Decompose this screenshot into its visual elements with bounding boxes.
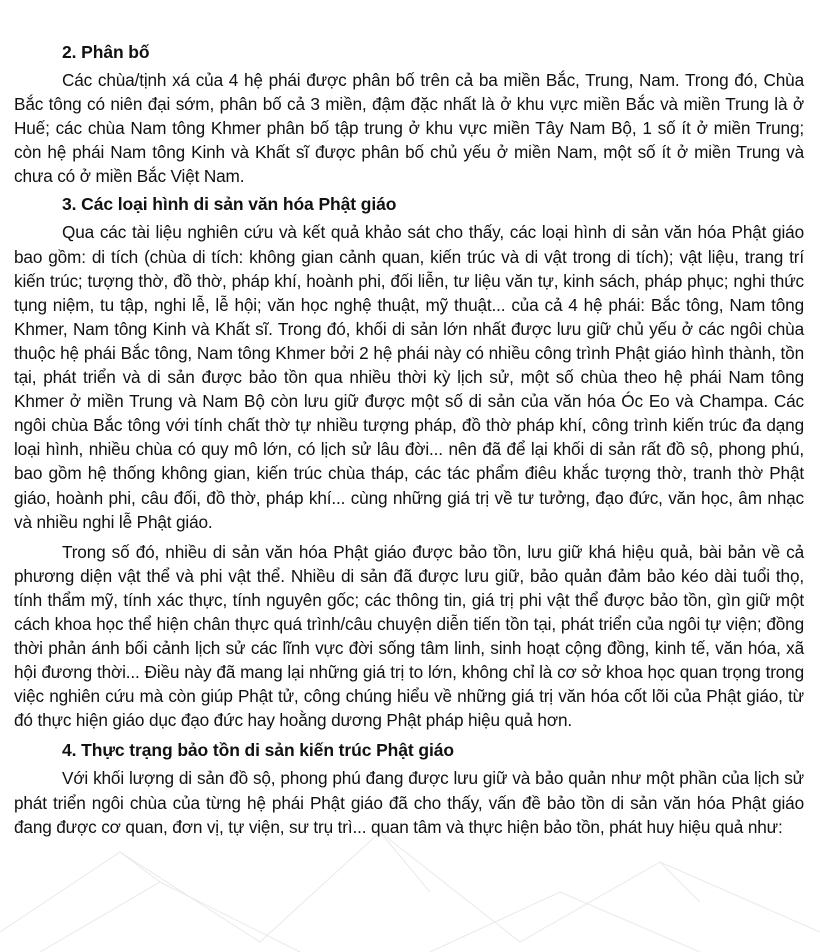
paragraph-architecture-status: Với khối lượng di sản đồ sộ, phong phú đang được lưu giữ và bảo quản như một phần của lịch sử phát triển ngôi chùa của từng hệ phái Phật giáo đã cho thấy, vấn đề bảo tồn di sản văn hóa Phật giáo đang được cơ quan, đơn vị, tự viện, sư trụ trì... quan tâm và thực hiện bảo tồn, phát huy hiệu quả như:: [14, 768, 804, 837]
paragraph-preservation-effects: Trong số đó, nhiều di sản văn hóa Phật giáo được bảo tồn, lưu giữ khá hiệu quả, bài bản về cả phương diện vật thể và phi vật thể. Nhiều di sản đã được lưu giữ, bảo quản đảm bảo kéo dài tuổi thọ, tính thẩm mỹ, tính xác thực, tính nguyên gốc; các thông tin, giá trị phi vật thể được bảo tồn, gìn giữ một cách khoa học thể hiện chân thực quá trình/câu chuyện diễn tiến tồn tại, phát triển của ngôi tự viện; đồng thời phản ánh bối cảnh lịch sử các lĩnh vực đời sống tâm linh, sinh hoạt cộng đồng, kinh tế, văn hóa, xã hội đương thời... Điều này đã mang lại những giá trị to lớn, không chỉ là cơ sở khoa học quan trọng trong việc nghiên cứu mà còn giúp Phật tử, công chúng hiểu về những giá trị văn hóa cốt lõi của Phật giáo, từ đó thực hiện giáo dục đạo đức hay hoằng dương Phật pháp hiệu quả hơn.: [14, 541, 804, 731]
paragraph-heritage-types: Qua các tài liệu nghiên cứu và kết quả khảo sát cho thấy, các loại hình di sản văn hóa Phật giáo bao gồm: di tích (chùa di tích: không gian cảnh quan, kiến trúc và di vật trong di tích); vật liệu, trang trí kiến trúc; tượng thờ, đồ thờ, pháp khí, hoành phi, đối liễn, tư liệu văn tự, kinh sách, pháp phục; nghi thức tụng niệm, tu tập, nghi lễ, lễ hội; văn học nghệ thuật, mỹ thuật... của cả 4 hệ phái: Bắc tông, Nam tông Khmer, Nam tông Kinh và Khất sĩ. Trong đó, khối di sản lớn nhất được lưu giữ chủ yếu ở các ngôi chùa thuộc hệ phái Bắc tông, Nam tông Khmer bởi 2 hệ phái này có nhiều công trình Phật giáo hình thành, tồn tại, phát triển và di sản được bảo tồn qua nhiều thời kỳ lịch sử, một số chùa theo hệ phái Nam tông Khmer ở miền Trung và Nam Bộ còn lưu giữ được một số di sản của văn hóa Óc Eo và Champa. Các ngôi chùa Bắc tông với tính chất thờ tự nhiều tượng pháp, đồ thờ pháp khí, công trình kiến trúc đa dạng loại hình, nhiều chùa có quy mô lớn, có lịch sử lâu đời... nên đã để lại khối di sản rất đồ sộ, phong phú, bao gồm hệ thống không gian, kiến trúc chùa tháp, các tác phẩm điêu khắc tượng thờ, tranh thờ Phật giáo, hoành phi, câu đối, đồ thờ, pháp khí... cùng những giá trị về tư tưởng, đạo đức, văn học, âm nhạc và nhiều nghi lễ Phật giáo.: [14, 222, 804, 532]
document-page: [14, 40, 804, 845]
section-heading-architecture-status: 4. Thực trạng bảo tồn di sản kiến trúc Phật giáo: [62, 740, 454, 761]
section-heading-heritage-types: 3. Các loại hình di sản văn hóa Phật giáo: [62, 194, 397, 215]
paragraph-distribution: Các chùa/tịnh xá của 4 hệ phái được phân bố trên cả ba miền Bắc, Trung, Nam. Trong đó, Chùa Bắc tông có niên đại sớm, phân bố cả 3 miền, đậm đặc nhất là ở khu vực miền Bắc và miền Trung là ở Huế; các chùa Nam tông Khmer phân bố tập trung ở khu vực miền Tây Nam Bộ, 1 số ít ở miền Trung; còn hệ phái Nam tông Kinh và Khất sĩ được phân bố chủ yếu ở miền Nam, một số ít ở miền Trung và chưa có ở miền Bắc Việt Nam.: [14, 70, 804, 187]
section-heading-distribution: 2. Phân bố: [62, 42, 150, 62]
